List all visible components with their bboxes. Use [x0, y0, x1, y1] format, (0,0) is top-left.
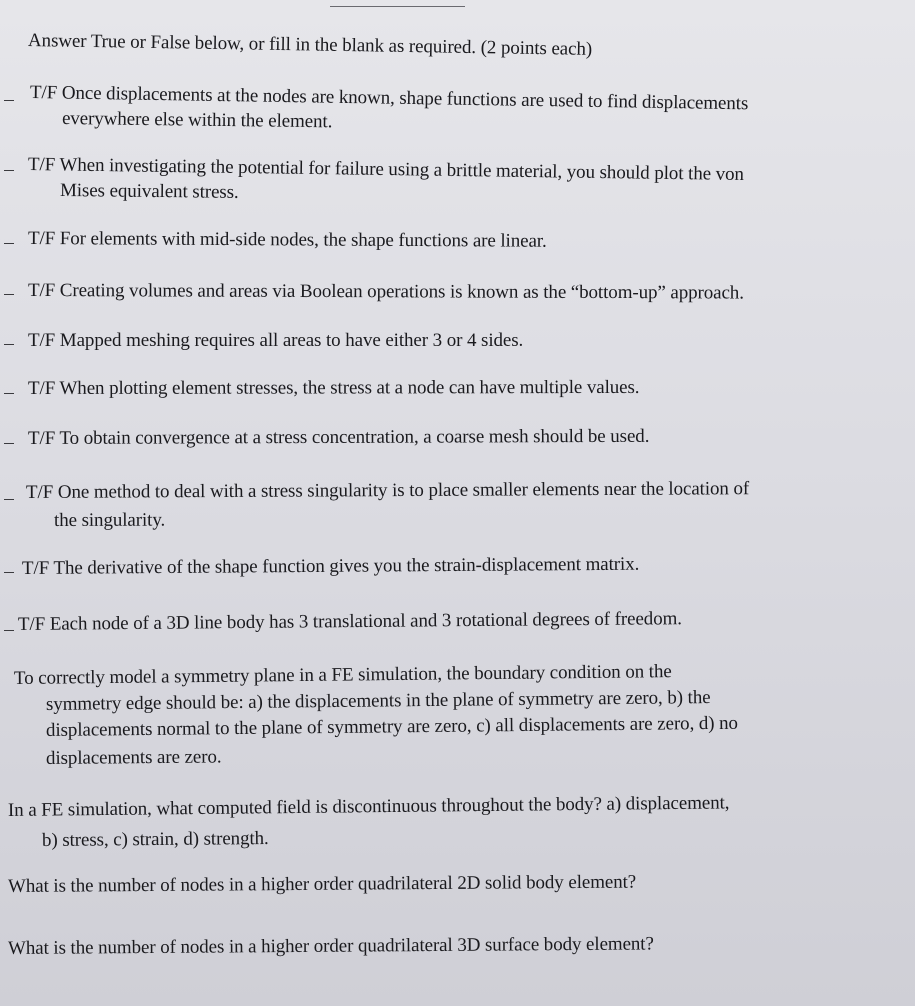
instructions-heading: Answer True or False below, or fill in the blank as required. (2 points each): [27, 30, 593, 60]
answer-blank-5[interactable]: [4, 344, 14, 345]
answer-blank-9[interactable]: [4, 572, 14, 573]
answer-blank-7[interactable]: [4, 443, 14, 444]
question-6-line-1: T/F When plotting element stresses, the stress at a node can have multiple values.: [27, 376, 640, 399]
question-11-line-3: displacements normal to the plane of symmetry are zero, c) all displacements are zero, d) no: [45, 712, 739, 741]
question-12-line-1: In a FE simulation, what computed field is discontinuous throughout the body? a) displacement,: [7, 792, 730, 821]
question-7-line-1: T/F To obtain convergence at a stress concentration, a coarse mesh should be used.: [27, 425, 650, 449]
question-11-line-1: To correctly model a symmetry plane in a FE simulation, the boundary condition on the: [13, 661, 672, 689]
answer-blank-6[interactable]: [4, 393, 14, 394]
answer-blank-2[interactable]: [4, 170, 14, 171]
question-1-line-1: T/F Once displacements at the nodes are known, shape functions are used to find displacements: [29, 82, 749, 115]
question-2-line-1: T/F When investigating the potential for failure using a brittle material, you should plot the von: [27, 154, 745, 185]
question-11-line-2: symmetry edge should be: a) the displacements in the plane of symmetry are zero, b) the: [45, 687, 711, 715]
question-3-line-1: T/F For elements with mid-side nodes, the shape functions are linear.: [27, 228, 547, 252]
question-12-line-2: b) stress, c) strain, d) strength.: [41, 828, 269, 851]
answer-blank-8[interactable]: [4, 499, 14, 500]
question-8-line-2: the singularity.: [53, 509, 166, 531]
question-9-line-1: T/F The derivative of the shape function gives you the strain-displacement matrix.: [21, 553, 640, 579]
question-14-line-1: What is the number of nodes in a higher order quadrilateral 3D surface body element?: [7, 933, 654, 959]
answer-blank-1[interactable]: [4, 100, 14, 101]
question-11-line-4: displacements are zero.: [45, 746, 222, 769]
question-4-line-1: T/F Creating volumes and areas via Boolean operations is known as the “bottom-up” approach.: [27, 280, 744, 304]
answer-blank-10[interactable]: [4, 630, 14, 631]
top-divider: [330, 6, 465, 7]
answer-blank-4[interactable]: [4, 294, 14, 295]
question-13-line-1: What is the number of nodes in a higher order quadrilateral 2D solid body element?: [7, 871, 637, 897]
answer-blank-3[interactable]: [4, 243, 14, 244]
question-10-line-1: T/F Each node of a 3D line body has 3 translational and 3 rotational degrees of freedom.: [17, 608, 682, 635]
question-5-line-1: T/F Mapped meshing requires all areas to have either 3 or 4 sides.: [28, 330, 524, 351]
question-2-line-2: Mises equivalent stress.: [59, 180, 239, 203]
question-1-line-2: everywhere else within the element.: [61, 108, 333, 133]
question-8-line-1: T/F One method to deal with a stress singularity is to place smaller elements near the location of: [25, 478, 750, 503]
